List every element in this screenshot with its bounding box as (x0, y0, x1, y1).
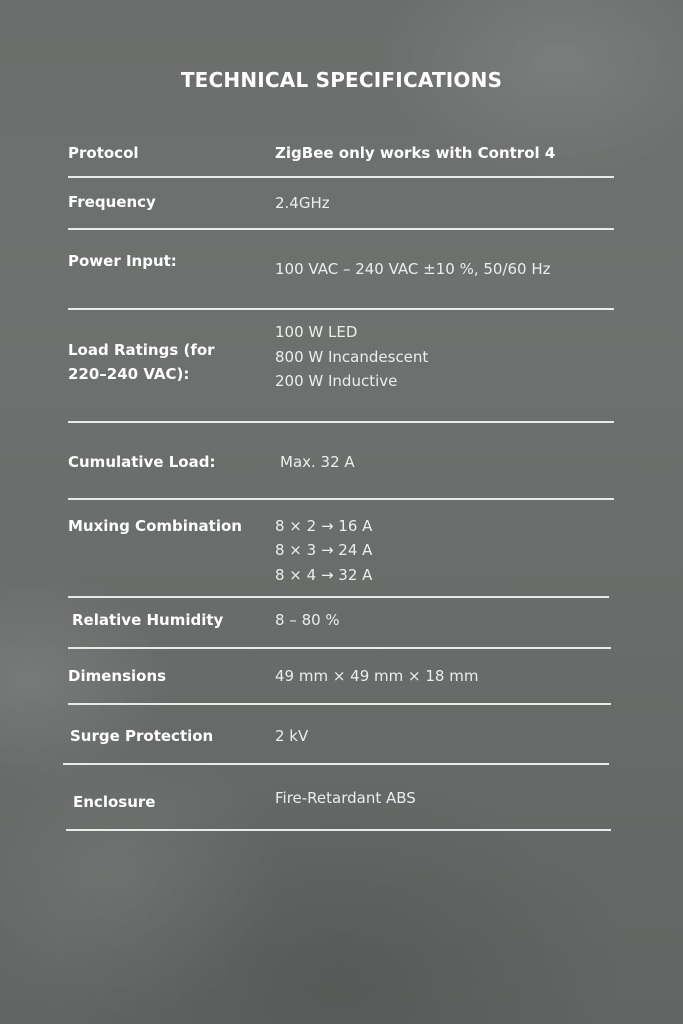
divider (68, 421, 614, 423)
spec-value-load-ratings-led: 100 W LED (275, 323, 358, 341)
spec-value-relative-humidity: 8 – 80 % (275, 611, 340, 629)
divider (66, 829, 611, 831)
spec-value-muxing-8x3: 8 × 3 → 24 A (275, 541, 373, 559)
divider (68, 176, 614, 178)
spec-value-frequency: 2.4GHz (275, 194, 330, 212)
spec-label-load-ratings: Load Ratings (for (68, 341, 215, 359)
divider (68, 228, 614, 230)
divider (68, 498, 614, 500)
divider (63, 763, 609, 765)
spec-label-power-input: Power Input: (68, 252, 177, 270)
spec-value-dimensions: 49 mm × 49 mm × 18 mm (275, 667, 479, 685)
spec-value-protocol: ZigBee only works with Control 4 (275, 144, 556, 162)
spec-label-protocol: Protocol (68, 144, 139, 162)
spec-label-enclosure: Enclosure (73, 793, 156, 811)
spec-label-dimensions: Dimensions (68, 667, 167, 685)
spec-value-cumulative-load: Max. 32 A (280, 453, 355, 471)
spec-value-power-input: 100 VAC – 240 VAC ±10 %, 50/60 Hz (275, 260, 551, 278)
spec-value-surge-protection: 2 kV (275, 727, 309, 745)
spec-value-muxing-8x4: 8 × 4 → 32 A (275, 566, 373, 584)
spec-value-muxing-8x2: 8 × 2 → 16 A (275, 517, 373, 535)
spec-label-load-ratings-line-2: 220–240 VAC): (68, 365, 190, 383)
spec-label-surge-protection: Surge Protection (70, 727, 214, 745)
spec-value-enclosure: Fire-Retardant ABS (275, 789, 416, 807)
divider (68, 596, 609, 598)
spec-label-relative-humidity: Relative Humidity (72, 611, 224, 629)
spec-label-muxing-combination: Muxing Combination (68, 517, 242, 535)
spec-label-frequency: Frequency (68, 193, 156, 211)
spec-value-load-ratings-inductive: 200 W Inductive (275, 372, 398, 390)
page-title: TECHNICAL SPECIFICATIONS (180, 68, 503, 92)
divider (68, 703, 611, 705)
divider (68, 647, 611, 649)
divider (68, 308, 614, 310)
spec-label-cumulative-load: Cumulative Load: (68, 453, 216, 471)
spec-value-load-ratings-incandescent: 800 W Incandescent (275, 348, 429, 366)
